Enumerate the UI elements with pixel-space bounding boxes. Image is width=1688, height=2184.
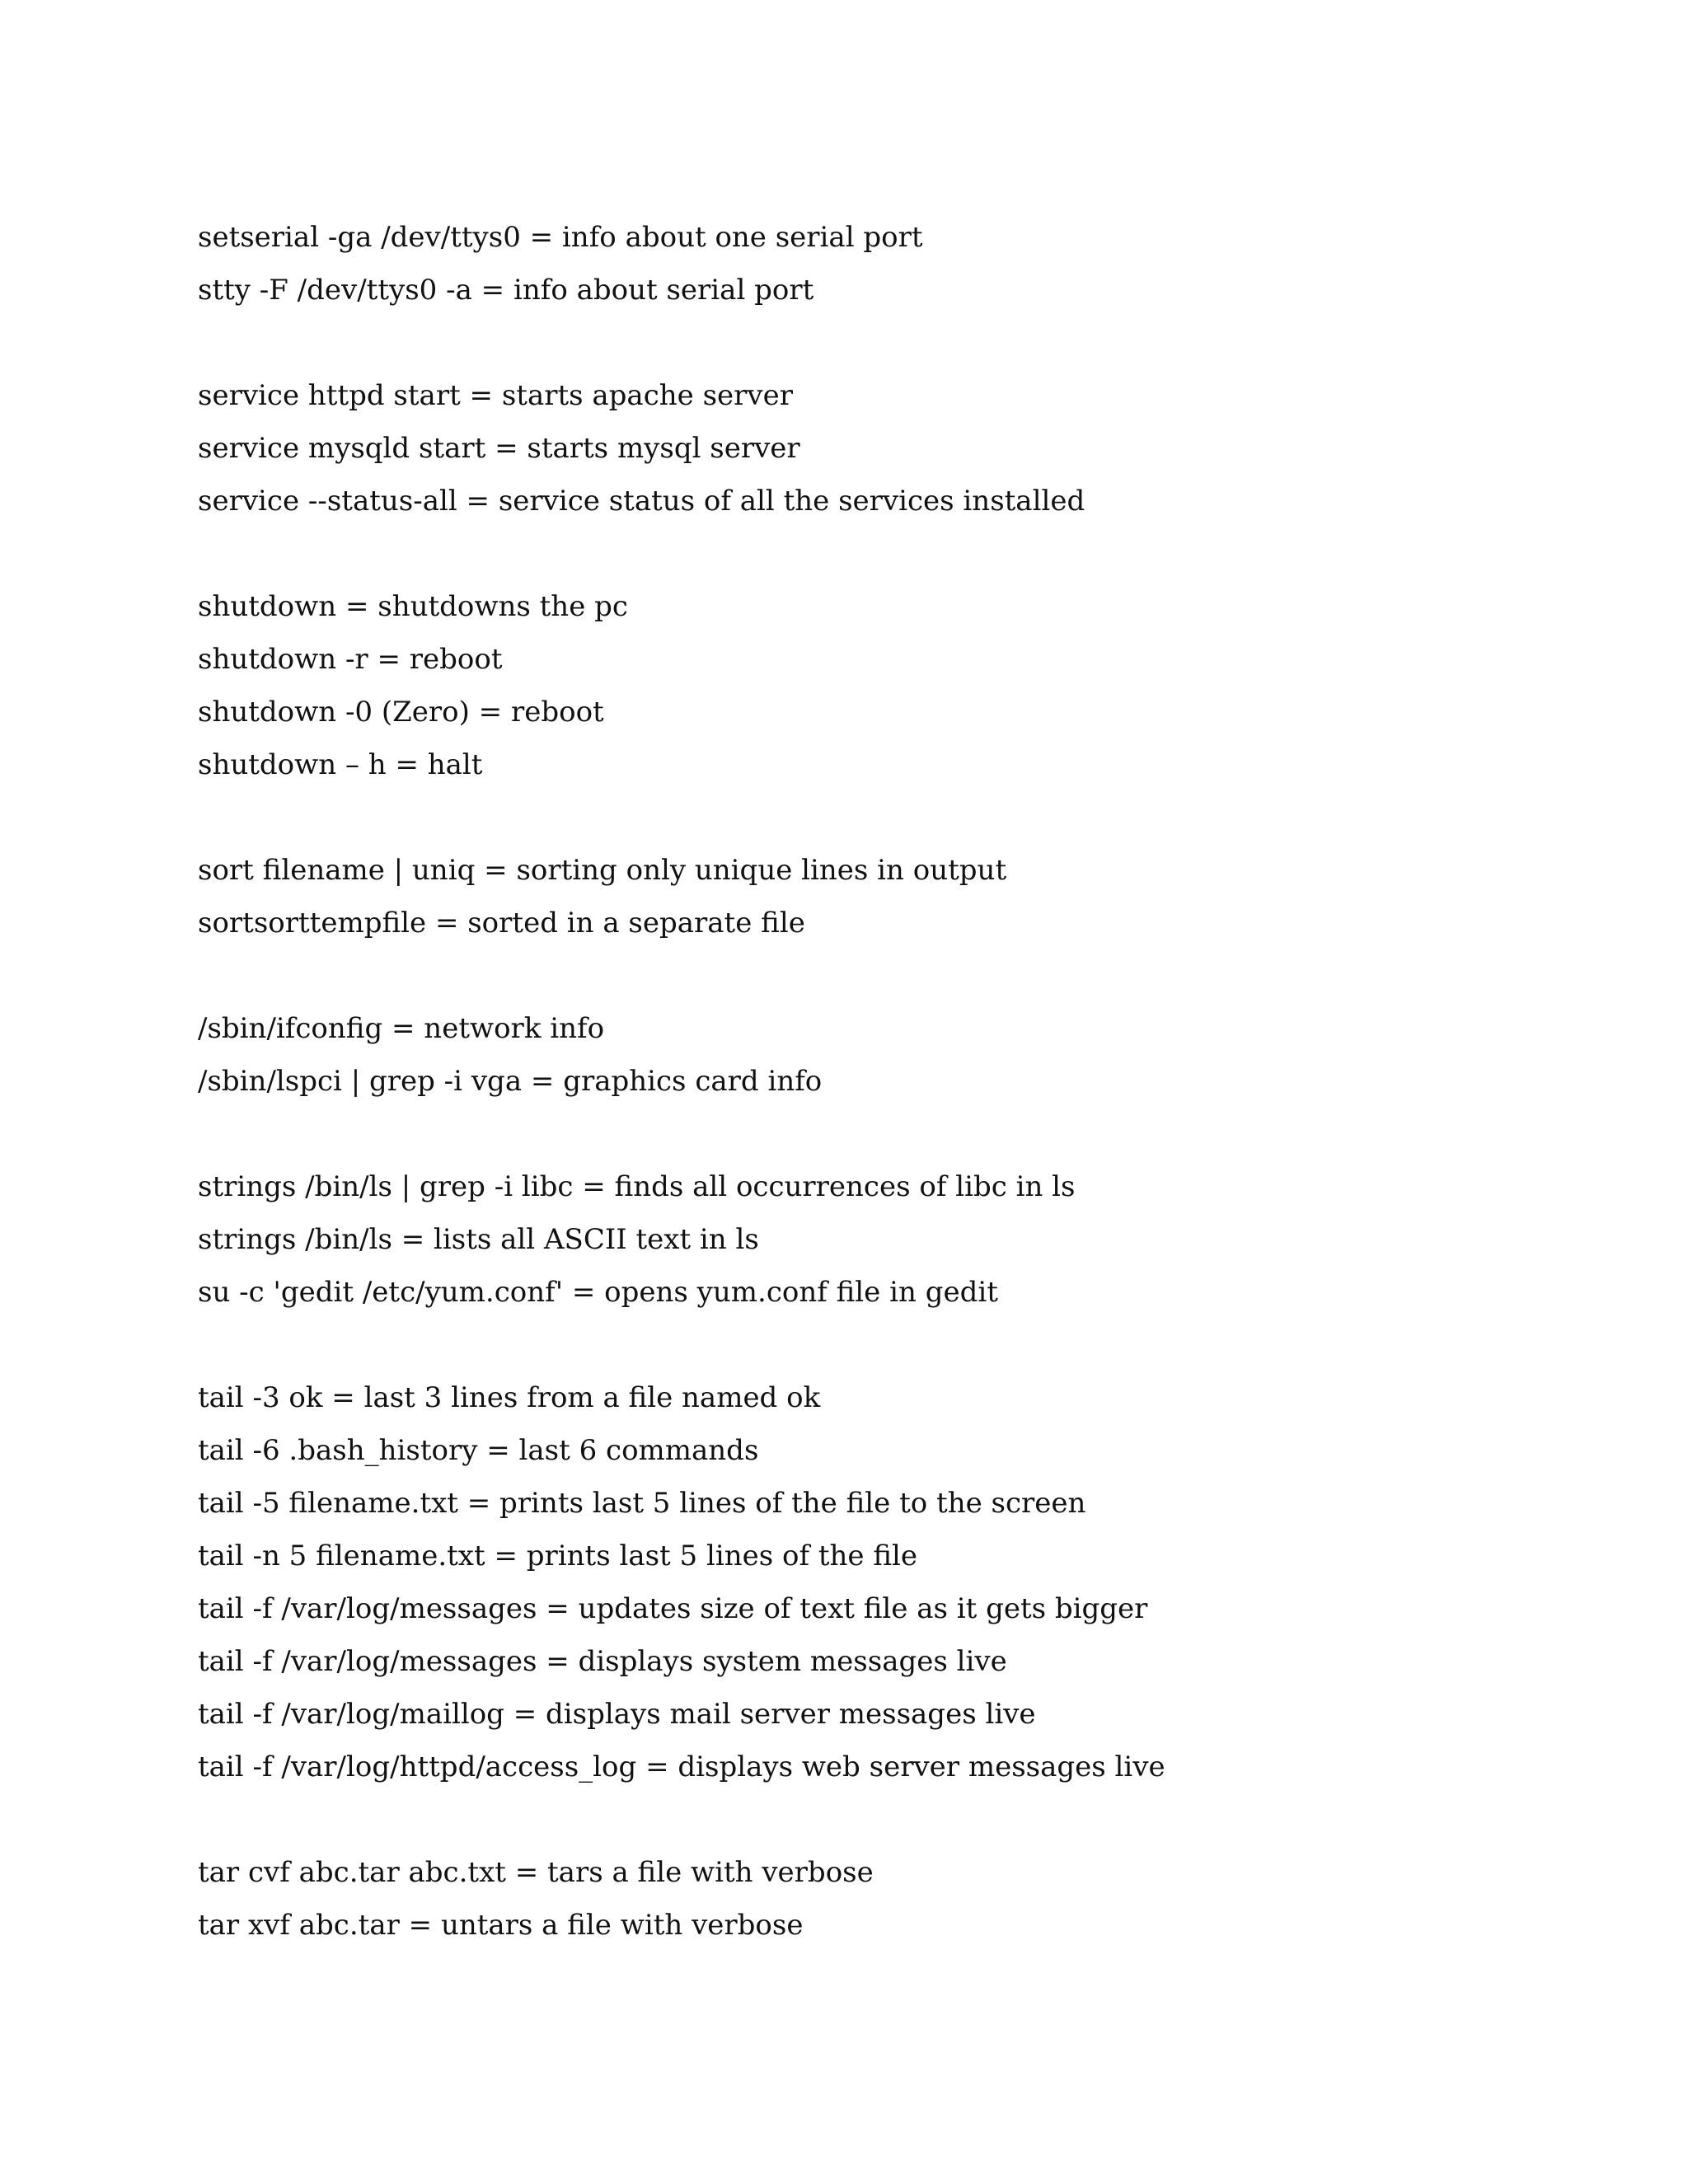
command-line: sort filename | uniq = sorting only unique lines in output [198, 854, 1007, 887]
command-group [198, 1371, 1599, 1793]
command-line: tail -f /var/log/messages = displays system messages live [198, 1645, 1007, 1678]
command-group [198, 1160, 1599, 1319]
command-group [198, 369, 1599, 527]
group-spacer [198, 1319, 1599, 1371]
group-spacer [198, 527, 1599, 580]
command-line: tail -5 filename.txt = prints last 5 lines of the file to the screen [198, 1487, 1086, 1520]
command-line: strings /bin/ls = lists all ASCII text in ls [198, 1223, 759, 1256]
command-line: service --status-all = service status of all the services installed [198, 485, 1085, 518]
command-line: tar xvf abc.tar = untars a file with verbose [198, 1909, 804, 1942]
command-group [198, 211, 1599, 316]
command-line: tail -f /var/log/messages = updates size of text file as it gets bigger [198, 1592, 1148, 1625]
command-line: /sbin/ifconfig = network info [198, 1012, 605, 1045]
command-line: su -c 'gedit /etc/yum.conf' = opens yum.conf file in gedit [198, 1276, 998, 1309]
command-line: tail -n 5 filename.txt = prints last 5 lines of the file [198, 1540, 917, 1572]
command-line: tail -6 .bash_history = last 6 commands [198, 1434, 759, 1467]
command-line: shutdown = shutdowns the pc [198, 590, 628, 623]
group-spacer [198, 1108, 1599, 1160]
command-line: shutdown – h = halt [198, 748, 483, 781]
command-line: shutdown -0 (Zero) = reboot [198, 696, 604, 729]
command-line: /sbin/lspci | grep -i vga = graphics card info [198, 1065, 823, 1098]
command-line: tail -f /var/log/maillog = displays mail server messages live [198, 1698, 1036, 1731]
command-line: tar cvf abc.tar abc.txt = tars a file with verbose [198, 1856, 874, 1889]
command-line: setserial -ga /dev/ttys0 = info about one serial port [198, 221, 923, 254]
command-line: service httpd start = starts apache server [198, 379, 793, 412]
command-line: tail -f /var/log/httpd/access_log = displays web server messages live [198, 1750, 1165, 1783]
group-spacer [198, 791, 1599, 844]
command-line: shutdown -r = reboot [198, 643, 503, 676]
command-line: strings /bin/ls | grep -i libc = finds all occurrences of libc in ls [198, 1170, 1076, 1203]
command-line: sortsorttempfile = sorted in a separate file [198, 907, 805, 940]
group-spacer [198, 949, 1599, 1002]
group-spacer [198, 316, 1599, 369]
command-line: stty -F /dev/ttys0 -a = info about serial port [198, 274, 814, 307]
command-list [198, 211, 1599, 1952]
command-group [198, 1002, 1599, 1108]
group-spacer [198, 1793, 1599, 1846]
command-line: tail -3 ok = last 3 lines from a file named ok [198, 1381, 821, 1414]
command-line: service mysqld start = starts mysql server [198, 432, 800, 465]
command-group [198, 580, 1599, 791]
command-group [198, 844, 1599, 949]
command-group [198, 1846, 1599, 1952]
